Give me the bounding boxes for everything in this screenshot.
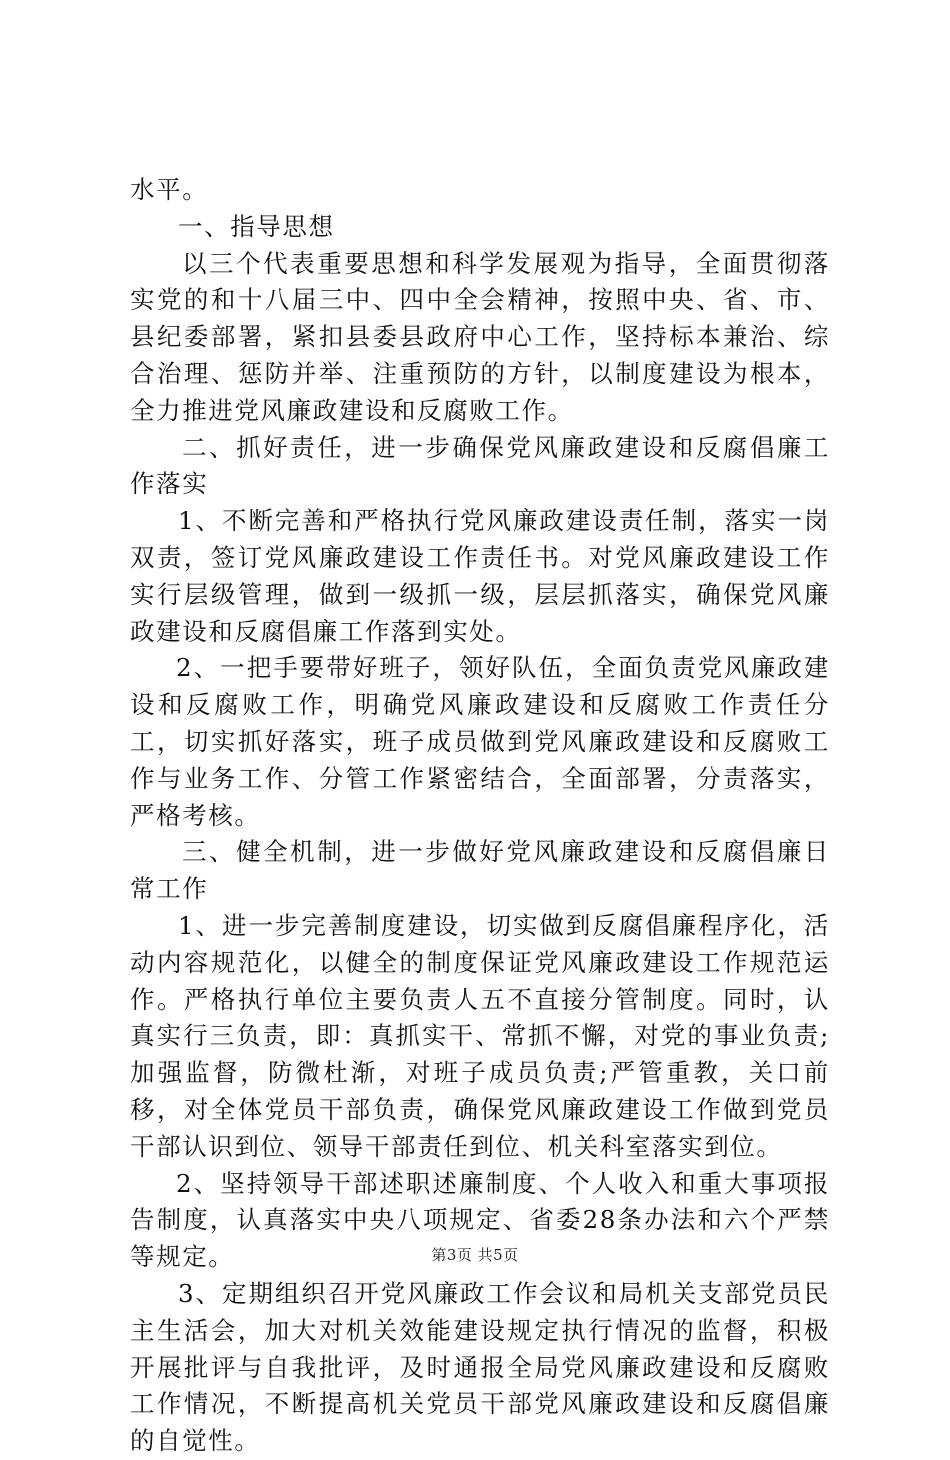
- section-heading: 二、抓好责任，进一步确保党风廉政建设和反腐倡廉工作落实: [130, 432, 830, 499]
- section-heading: 三、健全机制，进一步做好党风廉政建设和反腐倡廉日常工作: [130, 837, 830, 904]
- paragraph: 1、不断完善和严格执行党风廉政建设责任制，落实一岗双责，签订党风廉政建设工作责任书。对党风廉政建设工作实行层级管理，做到一级抓一级，层层抓落实，确保党风廉政建设和反腐倡廉工作落到实处。: [130, 506, 830, 646]
- paragraph: 3、定期组织召开党风廉政工作会议和局机关支部党员民主生活会，加大对机关效能建设规定执行情况的监督，积极开展批评与自我批评，及时通报全局党风廉政建设和反腐败工作情况，不断提高机关党员干部党风廉政建设和反腐倡廉的自觉性。: [130, 1278, 830, 1456]
- section-heading: 一、指导思想: [178, 211, 335, 241]
- paragraph: 2、一把手要带好班子，领好队伍，全面负责党风廉政建设和反腐败工作，明确党风廉政建设和反腐败工作责任分工，切实抓好落实，班子成员做到党风廉政建设和反腐败工作与业务工作、分管工作紧密结合，全面部署，分责落实，严格考核。: [130, 653, 830, 830]
- page-number-footer: 第3页 共5页: [431, 1246, 519, 1264]
- paragraph: 水平。: [130, 175, 209, 204]
- paragraph: 2、坚持领导干部述职述廉制度、个人收入和重大事项报告制度，认真落实中央八项规定、省委28条办法和六个严禁等规定。: [130, 1168, 830, 1272]
- document-body: [130, 172, 830, 1460]
- paragraph: 1、进一步完善制度建设，切实做到反腐倡廉程序化，活动内容规范化，以健全的制度保证党风廉政建设工作规范运作。严格执行单位主要负责人五不直接分管制度。同时，认真实行三负责，即：真抓实干、常抓不懈，对党的事业负责;加强监督，防微杜渐，对班子成员负责;严管重教，关口前移，对全体党员干部负责，确保党风廉政建设工作做到党员干部认识到位、领导干部责任到位、机关科室落实到位。: [130, 910, 830, 1161]
- paragraph: 以三个代表重要思想和科学发展观为指导，全面贯彻落实党的和十八届三中、四中全会精神，按照中央、省、市、县纪委部署，紧扣县委县政府中心工作，坚持标本兼治、综合治理、惩防并举、注重预防的方针，以制度建设为根本，全力推进党风廉政建设和反腐败工作。: [130, 248, 830, 425]
